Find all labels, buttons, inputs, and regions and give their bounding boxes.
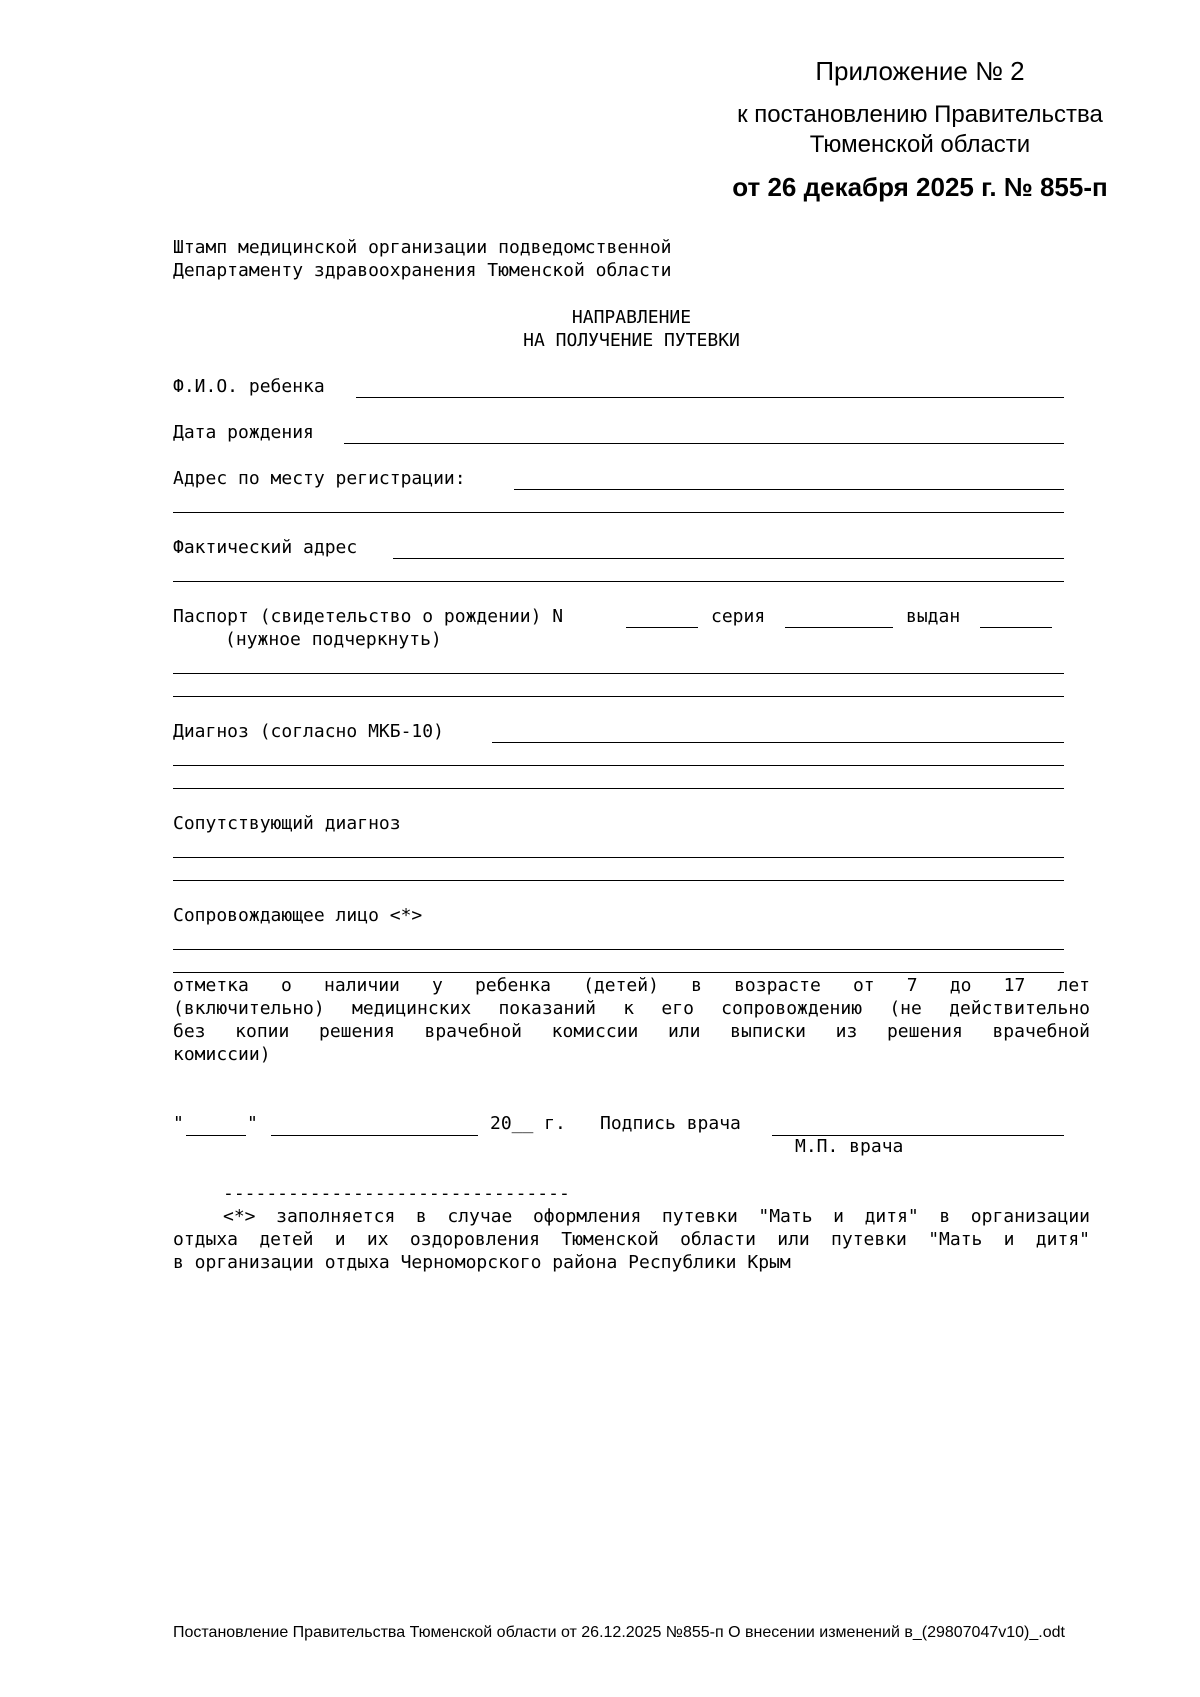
concomitant-diagnosis-field-1[interactable] <box>173 857 1064 858</box>
passport-series-field[interactable] <box>785 627 893 628</box>
note-line-3: без копии решения врачебной комиссии или выписки из решения врачебной <box>173 1021 1090 1042</box>
date-day-field[interactable] <box>186 1135 246 1136</box>
diagnosis-label: Диагноз (согласно МКБ-10) <box>173 721 444 742</box>
page-footer: Постановление Правительства Тюменской области от 26.12.2025 №855-п О внесении изменений в_(29807047v10)_.odt <box>173 1624 1065 1641</box>
decree-line-1: к постановлению Правительства <box>737 101 1103 128</box>
reg-address-field-line-2[interactable] <box>173 512 1064 513</box>
passport-details-line-1[interactable] <box>173 673 1064 674</box>
date-year-label: 20__ г. <box>490 1113 566 1134</box>
companion-field-2[interactable] <box>173 972 1064 973</box>
passport-number-field[interactable] <box>626 627 698 628</box>
footnote-separator: -------------------------------- <box>223 1183 570 1204</box>
diagnosis-field-line-3[interactable] <box>173 788 1064 789</box>
decree-line-2: Тюменской области <box>809 131 1031 158</box>
passport-details-line-2[interactable] <box>173 696 1064 697</box>
diagnosis-field[interactable] <box>492 742 1064 743</box>
underline-note: (нужное подчеркнуть) <box>225 629 442 650</box>
companion-field-1[interactable] <box>173 949 1064 950</box>
date-quote-close: " <box>247 1113 258 1134</box>
concomitant-diagnosis-field-2[interactable] <box>173 880 1064 881</box>
footnote-line-2: отдыха детей и их оздоровления Тюменской области или путевки "Мать и дитя" <box>173 1229 1090 1250</box>
stamp-line-1: Штамп медицинской организации подведомственной <box>173 237 672 258</box>
note-line-2: (включительно) медицинских показаний к его сопровождению (не действительно <box>173 998 1090 1019</box>
note-line-1: отметка о наличии у ребенка (детей) в возрасте от 7 до 17 лет <box>173 975 1090 996</box>
note-line-4: комиссии) <box>173 1044 271 1065</box>
passport-label: Паспорт (свидетельство о рождении) N <box>173 606 564 627</box>
reg-address-field[interactable] <box>514 489 1064 490</box>
diagnosis-field-line-2[interactable] <box>173 765 1064 766</box>
child-name-field[interactable] <box>356 397 1064 398</box>
footnote-line-1: <*> заполняется в случае оформления путевки "Мать и дитя" в организации <box>223 1206 1090 1227</box>
birth-date-field[interactable] <box>344 443 1064 444</box>
passport-issued-field[interactable] <box>980 627 1052 628</box>
actual-address-field[interactable] <box>393 558 1064 559</box>
stamp-line-2: Департаменту здравоохранения Тюменской области <box>173 260 672 281</box>
doctor-signature-label: Подпись врача <box>600 1113 741 1134</box>
footnote-line-3: в организации отдыха Черноморского района Республики Крым <box>173 1252 791 1273</box>
form-title-line-2: НА ПОЛУЧЕНИЕ ПУТЕВКИ <box>523 330 740 351</box>
actual-address-field-line-2[interactable] <box>173 581 1064 582</box>
decree-reference <box>690 100 1150 160</box>
actual-address-label: Фактический адрес <box>173 537 358 558</box>
passport-series-label: серия <box>711 606 766 627</box>
concomitant-diagnosis-label: Сопутствующий диагноз <box>173 813 401 834</box>
child-name-label: Ф.И.О. ребенка <box>173 376 325 397</box>
passport-issued-label: выдан <box>906 606 961 627</box>
date-quote-open: " <box>173 1113 184 1134</box>
decree-date-number: от 26 декабря 2025 г. № 855-п <box>732 172 1108 202</box>
reg-address-label: Адрес по месту регистрации: <box>173 468 466 489</box>
doctor-stamp-label: М.П. врача <box>795 1136 904 1157</box>
form-title-line-1: НАПРАВЛЕНИЕ <box>571 307 692 328</box>
birth-date-label: Дата рождения <box>173 422 314 443</box>
appendix-number: Приложение № 2 <box>815 56 1025 86</box>
date-month-field[interactable] <box>271 1135 478 1136</box>
companion-label: Сопровождающее лицо <*> <box>173 905 423 926</box>
